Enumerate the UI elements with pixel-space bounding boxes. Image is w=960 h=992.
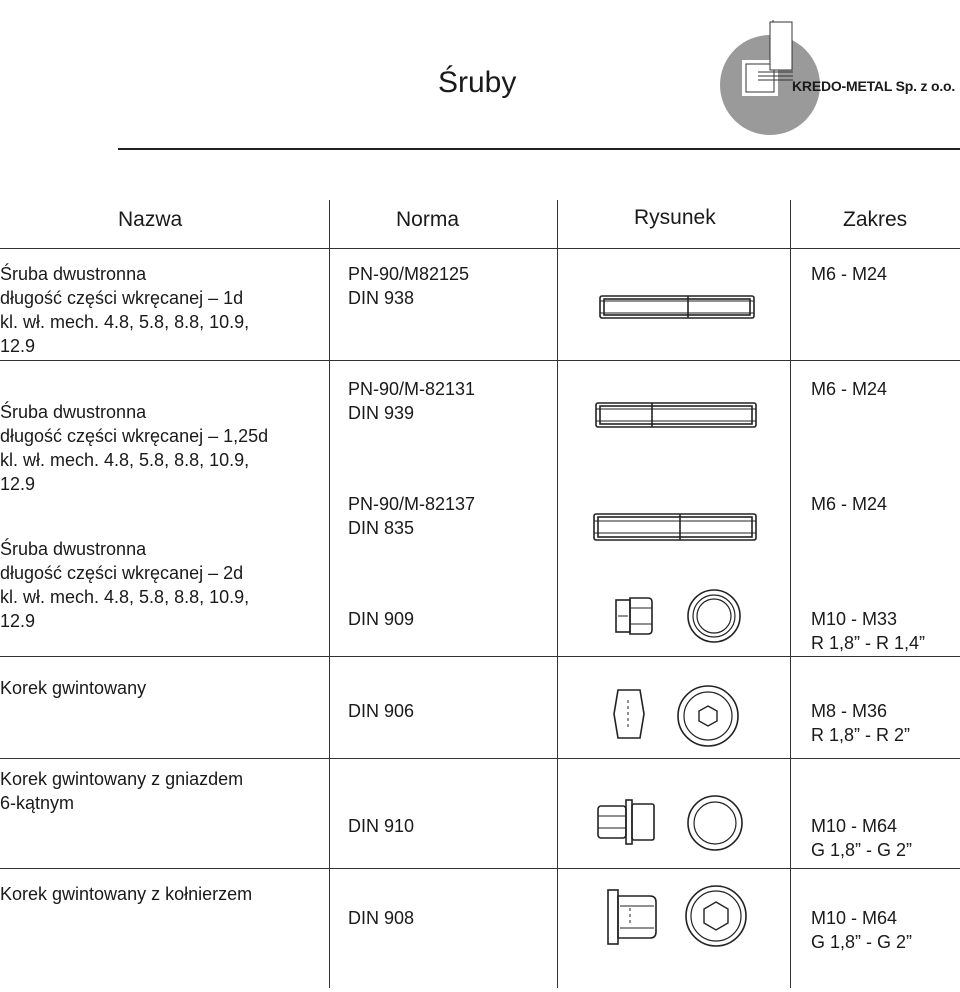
row-divider xyxy=(0,360,960,361)
row-range: M6 - M24 xyxy=(811,264,888,284)
plug-din908-front-drawing xyxy=(684,884,748,948)
plug-din906-front-drawing xyxy=(676,684,740,748)
plug-din910-front-drawing xyxy=(686,794,744,852)
row-name: Korek gwintowany xyxy=(0,678,147,698)
row-range: M10 - M64 G 1,8” - G 2” xyxy=(811,908,913,952)
page-title: Śruby xyxy=(438,66,517,99)
row-name: Korek gwintowany z gniazdem 6-kątnym xyxy=(0,769,244,813)
plug-din909-front-drawing xyxy=(686,588,742,644)
row-name: Śruba dwustronna długość części wkręcanej – 2d kl. wł. mech. 4.8, 5.8, 8.8, 10.9, 12.9 xyxy=(0,539,250,631)
plug-din908-side-drawing xyxy=(606,888,658,946)
row-divider xyxy=(0,758,960,759)
title-rule xyxy=(118,148,960,150)
row-divider xyxy=(0,248,960,249)
column-divider xyxy=(329,200,330,988)
row-range: M10 - M64 G 1,8” - G 2” xyxy=(811,816,913,860)
header-norm: Norma xyxy=(396,208,460,231)
row-norm: PN-90/M82125 DIN 938 xyxy=(348,264,470,308)
row-norm: DIN 908 xyxy=(348,908,415,928)
column-divider xyxy=(557,200,558,988)
plug-din910-side-drawing xyxy=(596,796,658,848)
row-range: M6 - M24 xyxy=(811,494,888,514)
header-drawing: Rysunek xyxy=(634,206,716,229)
row-range: M10 - M33 R 1,8” - R 1,4” xyxy=(811,609,926,653)
row-norm: DIN 909 xyxy=(348,609,415,629)
row-norm: PN-90/M-82137 DIN 835 xyxy=(348,494,476,538)
row-name: Korek gwintowany z kołnierzem xyxy=(0,884,253,904)
plug-din906-side-drawing xyxy=(612,686,648,742)
company-name: KREDO-METAL Sp. z o.o. xyxy=(792,78,956,94)
plug-din909-side-drawing xyxy=(614,590,654,642)
row-norm: DIN 906 xyxy=(348,701,415,721)
stud-bolt-2d-drawing xyxy=(592,511,760,543)
row-norm: DIN 910 xyxy=(348,816,415,836)
row-norm: PN-90/M-82131 DIN 939 xyxy=(348,379,476,423)
row-name: Śruba dwustronna długość części wkręcanej – 1,25d kl. wł. mech. 4.8, 5.8, 8.8, 10.9, 12.9 xyxy=(0,402,269,494)
row-divider xyxy=(0,868,960,869)
row-name: Śruba dwustronna długość części wkręcanej – 1d kl. wł. mech. 4.8, 5.8, 8.8, 10.9, 12.9 xyxy=(0,264,250,356)
row-range: M6 - M24 xyxy=(811,379,888,399)
header-name: Nazwa xyxy=(118,208,183,231)
row-divider xyxy=(0,656,960,657)
stud-bolt-1d-drawing xyxy=(598,293,758,321)
header-range: Zakres xyxy=(843,208,908,231)
stud-bolt-1-25d-drawing xyxy=(594,400,760,430)
column-divider xyxy=(790,200,791,988)
row-range: M8 - M36 R 1,8” - R 2” xyxy=(811,701,911,745)
